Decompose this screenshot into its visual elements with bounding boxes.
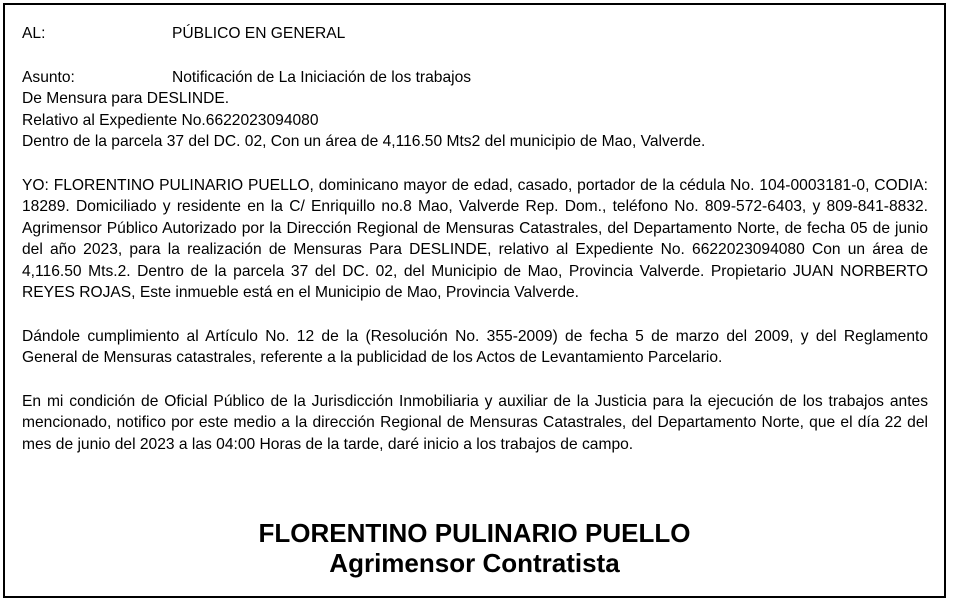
signature-block [5,518,944,578]
recipient-value: PÚBLICO EN GENERAL [172,25,346,42]
subject-label: Asunto: [22,68,75,86]
recipient-row [22,23,928,45]
recipient-label: AL: [22,25,46,42]
subject-line: Dentro de la parcela 37 del DC. 02, Con un área de 4,116.50 Mts2 del municipio de Mao, Valverde. [22,133,706,150]
notice-frame [3,3,946,598]
subject-value: Notificación de La Iniciación de los trabajos [172,68,472,86]
legal-basis-paragraph: Dándole cumplimiento al Artículo No. 12 de la (Resolución No. 355-2009) de fecha 5 de marzo del 2009, y del Reglamento General de Mensuras catastrales, referente a la publicidad de los Actos de Levantamiento Parcelario. [22,327,928,366]
notification-paragraph: En mi condición de Oficial Público de la Jurisdicción Inmobiliaria y auxiliar de la Justicia para la ejecución de los trabajos antes mencionado, notifico por este medio a la dirección Regional de Mensuras Catastrales, del Departamento Norte, que el día 22 del mes de junio del 2023 a las 04:00 Horas de la tarde, daré inicio a los trabajos de campo. [22,392,928,453]
declaration-paragraph: YO: FLORENTINO PULINARIO PUELLO, dominicano mayor de edad, casado, portador de la cédula No. 104-0003181-0, CODIA: 18289. Domiciliado y residente en la C/ Enriquillo no.8 Mao, Valverde Rep. Dom., teléfono No. 809-572-6403, y 809-841-8832. Agrimensor Público Autorizado por la Dirección Regional de Mensuras Catastrales, del Departamento Norte, de fecha 05 de junio del año 2023, para la realización de Mensuras Para DESLINDE, relativo al Expediente No. 6622023094080 Con un área de 4,116.50 Mts.2. Dentro de la parcela 37 del DC. 02, del Municipio de Mao, Provincia Valverde. Propietario JUAN NORBERTO REYES ROJAS, Este inmueble está en el Municipio de Mao, Provincia Valverde. [22,176,928,301]
signatory-title: Agrimensor Contratista [329,548,620,578]
subject-line: De Mensura para DESLINDE. [22,90,230,107]
subject-row [22,67,928,89]
signatory-name: FLORENTINO PULINARIO PUELLO [258,518,691,548]
notice-content [22,23,928,455]
subject-line: Relativo al Expediente No.6622023094080 [22,111,319,129]
